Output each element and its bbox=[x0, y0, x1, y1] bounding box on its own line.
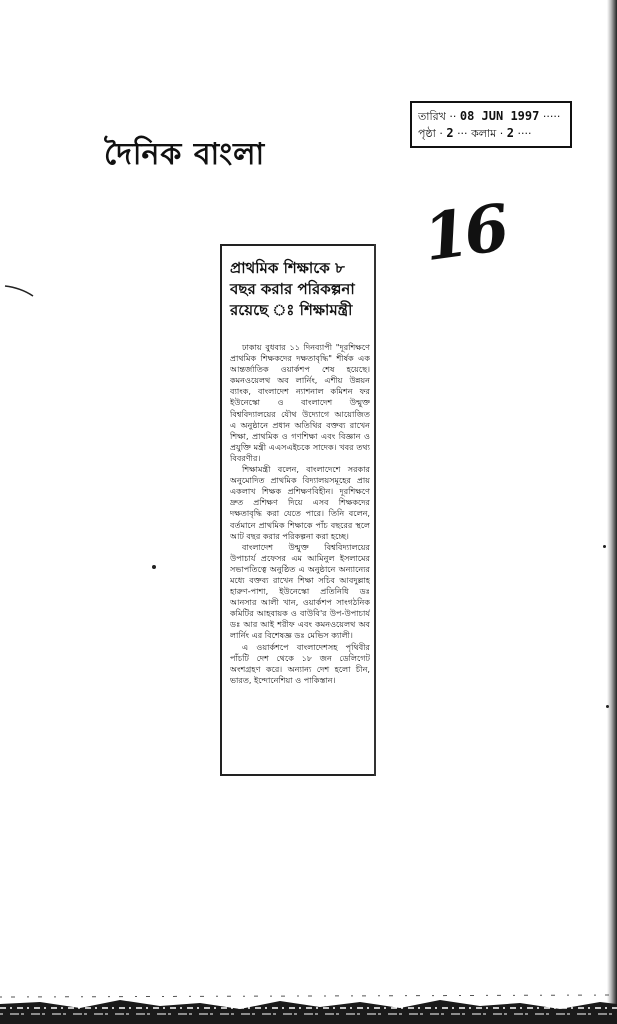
speck bbox=[606, 705, 609, 708]
scan-noise-bottom bbox=[0, 964, 617, 1024]
stamp-date-label: তারিখ bbox=[418, 110, 446, 123]
archive-stamp: তারিখ ·· 08 JUN 1997 ····· পৃষ্ঠা · 2 ··· কলাম · 2 ···· bbox=[410, 101, 572, 148]
handwritten-page-number: 16 bbox=[419, 190, 510, 277]
stamp-date-value: 08 JUN 1997 bbox=[459, 109, 540, 123]
article-body bbox=[230, 342, 370, 766]
clipping-top-edge bbox=[222, 244, 374, 249]
speck bbox=[152, 565, 156, 569]
stamp-page-label: পৃষ্ঠা bbox=[418, 127, 436, 140]
article-paragraph: বাংলাদেশ উন্মুক্ত বিশ্ববিদ্যালয়ের উপাচার্য প্রফেসর এম আমিনুল ইসলামের সভাপতিত্বে অনুষ্ঠিত এ অনুষ্ঠানে অন্যান্যের মধ্যে বক্তব্য রাখেন শিক্ষা সচিব আবদুল্লাহ হারুণ-পাশা, ইউনেস্কো প্রতিনিধি ডঃ আনসার আলী খান, ওয়ার্কশপ সাংগঠনিক কমিটির আহবায়ক ও বাউবি'র উপ-উপাচার্য ডঃ আর আই শরীফ এবং কমনওয়েলথ অব লার্নিং এর বিশেষজ্ঞ ডঃ মেভিস ক্যালী। bbox=[230, 541, 370, 641]
article-paragraph: এ ওয়ার্কশপে বাংলাদেশসহ পৃথিবীর পাঁচটি দেশ থেকে ১৮ জন ডেলিগেট অংশগ্রহণ করে। অন্যান্য দেশ হলো চীন, ভারত, ইন্দোনেশিয়া ও পাকিস্তান। bbox=[230, 641, 370, 685]
margin-tick-mark bbox=[4, 284, 34, 298]
page-edge-shadow bbox=[607, 0, 617, 1024]
clipping-bottom-edge bbox=[222, 770, 374, 776]
article-paragraph: ঢাকায় বুধবার ১১ দিনব্যাপী "দূরশিক্ষণে প্রাথমিক শিক্ষকদের দক্ষতাবৃদ্ধি" শীর্ষক এক আন্তর্জাতিক ওয়ার্কশপ শেষ হয়েছে। কমনওয়েলথ অব লার্নিং, এশীয় উন্নয়ন ব্যাংক, বাংলাদেশ ন্যাশনাল কমিশন ফর ইউনেস্কো ও বাংলাদেশ উন্মুক্ত বিশ্ববিদ্যালয়ের যৌথ উদ্যোগে আয়োজিত এ অনুষ্ঠানে প্রধান অতিথির বক্তব্য রাখেন শিক্ষা, প্রাথমিক ও গণশিক্ষা এবং বিজ্ঞান ও প্রযুক্তি মন্ত্রী এএসএইচকে সাদেক। খবর তথ্য বিবরণীর। bbox=[230, 342, 370, 463]
newspaper-name: দৈনিক বাংলা bbox=[104, 137, 266, 172]
speck bbox=[603, 545, 606, 548]
stamp-column-label: কলাম bbox=[471, 127, 497, 140]
article-headline: প্রাথমিক শিক্ষাকে ৮ বছর করার পরিকল্পনা রয়েছে ঃ শিক্ষামন্ত্রী bbox=[230, 259, 355, 319]
stamp-page-value: 2 bbox=[446, 126, 454, 140]
article-paragraph: শিক্ষামন্ত্রী বলেন, বাংলাদেশে সরকার অনুমোদিত প্রাথমিক বিদ্যালয়সমূহের প্রায় একলাখ শিক্ষক প্রশিক্ষণবিহীন। দূরশিক্ষণে দ্রুত প্রশিক্ষণ দিয়ে এসব শিক্ষকদের দক্ষতাবৃদ্ধি করা যেতে পারে। তিনি বলেন, বর্তমানে প্রাথমিক শিক্ষাকে পাঁচ বছরের স্থলে আট বছর করার পরিকল্পনা করা হচ্ছে। bbox=[230, 464, 370, 541]
stamp-column-value: 2 bbox=[506, 126, 514, 140]
